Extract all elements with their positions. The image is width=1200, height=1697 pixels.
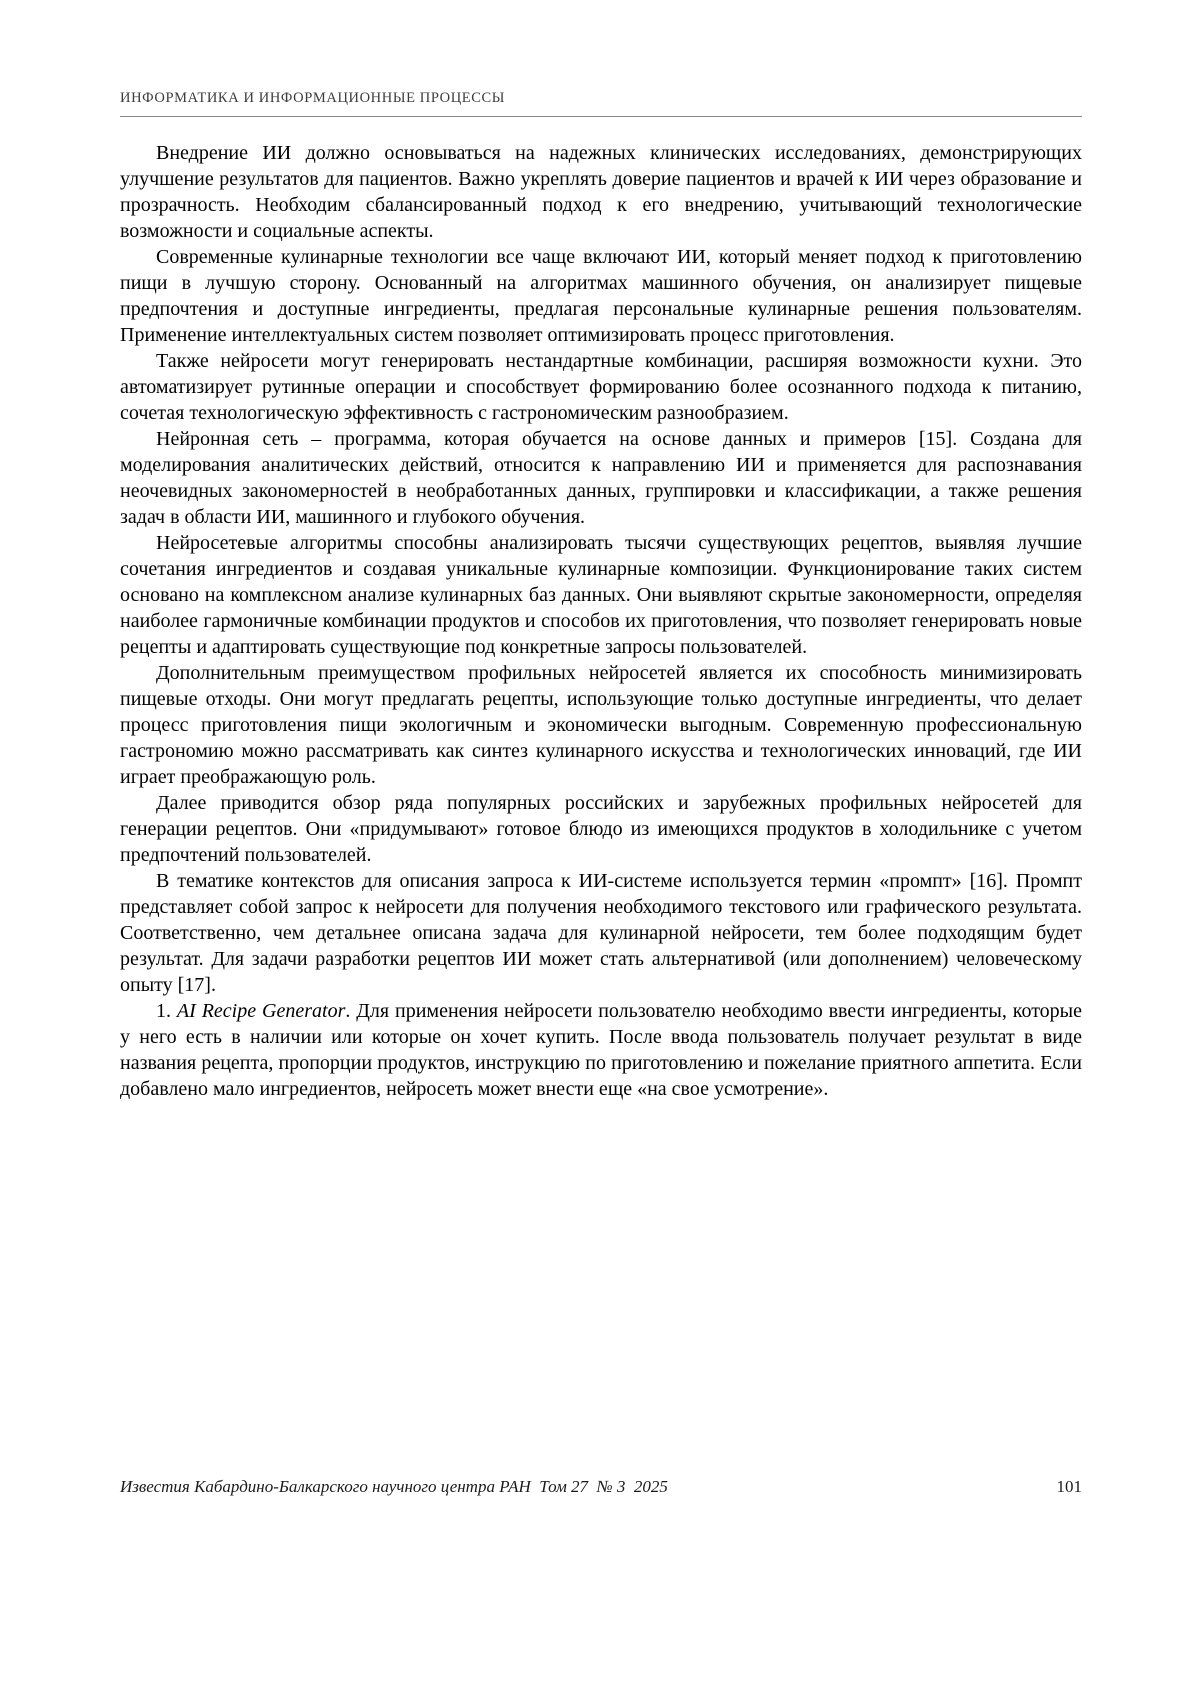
paragraph-5: Нейросетевые алгоритмы способны анализировать тысячи существующих рецептов, выявляя лучшие сочетания ингредиентов и создавая уникальные кулинарные композиции. Функционирование таких систем основано на комплексном анализе кулинарных баз данных. Они выявляют скрытые закономерности, определяя наиболее гармоничные комбинации продуктов и способов их приготовления, что позволяет генерировать новые рецепты и адаптировать существующие под конкретные запросы пользователей. — [120, 532, 1082, 658]
header-divider — [120, 116, 1082, 117]
list-item-title: AI Recipe Generator — [176, 1000, 346, 1022]
paragraph-2: Современные кулинарные технологии все чаще включают ИИ, который меняет подход к приготовлению пищи в лучшую сторону. Основанный на алгоритмах машинного обучения, он анализирует пищевые предпочтения и доступные ингредиенты, предлагая персональные кулинарные решения пользователям. Применение интеллектуальных систем позволяет оптимизировать процесс приготовления. — [120, 246, 1082, 346]
page-header — [120, 90, 1082, 117]
paragraph-8: В тематике контекстов для описания запроса к ИИ-системе используется термин «промпт» [16]. Промпт представляет собой запрос к нейросети для получения необходимого текстового или графического результата. Соответственно, чем детальнее описана задача для кулинарной нейросети, тем более подходящим будет результат. Для задачи разработки рецептов ИИ может стать альтернативой (или дополнением) человеческому опыту [17]. — [120, 870, 1082, 996]
paragraph-7: Далее приводится обзор ряда популярных российских и зарубежных профильных нейросетей для генерации рецептов. Они «придумывают» готовое блюдо из имеющихся продуктов в холодильнике с учетом предпочтений пользователей. — [120, 792, 1082, 866]
list-item-text: . Для применения нейросети пользователю необходимо ввести ингредиенты, которые у него есть в наличии или которые он хочет купить. После ввода пользователь получает результат в виде названия рецепта, пропорции продуктов, инструкцию по приготовлению и пожелание приятного аппетита. Если добавлено мало ингредиентов, нейросеть может внести еще «на свое усмотрение». — [120, 1000, 1082, 1100]
paragraph-4: Нейронная сеть – программа, которая обучается на основе данных и примеров [15]. Создана для моделирования аналитических действий, относится к направлению ИИ и применяется для распознавания неочевидных закономерностей в необработанных данных, группировки и классификации, а также решения задач в области ИИ, машинного и глубокого обучения. — [120, 428, 1082, 528]
paragraph-1: Внедрение ИИ должно основываться на надежных клинических исследованиях, демонстрирующих улучшение результатов для пациентов. Важно укреплять доверие пациентов и врачей к ИИ через образование и прозрачность. Необходим сбалансированный подход к его внедрению, учитывающий технологические возможности и социальные аспекты. — [120, 142, 1082, 242]
paragraph-6: Дополнительным преимуществом профильных нейросетей является их способность минимизировать пищевые отходы. Они могут предлагать рецепты, использующие только доступные ингредиенты, что делает процесс приготовления пищи экологичным и экономически выгодным. Современную профессиональную гастрономию можно рассматривать как синтез кулинарного искусства и технологических инноваций, где ИИ играет преображающую роль. — [120, 662, 1082, 788]
paragraph-3: Также нейросети могут генерировать нестандартные комбинации, расширяя возможности кухни. Это автоматизирует рутинные операции и способствует формированию более осознанного подхода к питанию, сочетая технологическую эффективность с гастрономическим разнообразием. — [120, 350, 1082, 424]
running-title: ИНФОРМАТИКА И ИНФОРМАЦИОННЫЕ ПРОЦЕССЫ — [120, 90, 506, 106]
list-item-number: 1. — [156, 1000, 177, 1022]
page-footer — [120, 1477, 1082, 1497]
article-body — [120, 140, 1082, 1102]
page-number: 101 — [1056, 1477, 1082, 1496]
list-item-paragraph — [120, 998, 1082, 1102]
journal-citation: Известия Кабардино-Балкарского научного центра РАН Том 27 № 3 2025 — [120, 1477, 668, 1496]
